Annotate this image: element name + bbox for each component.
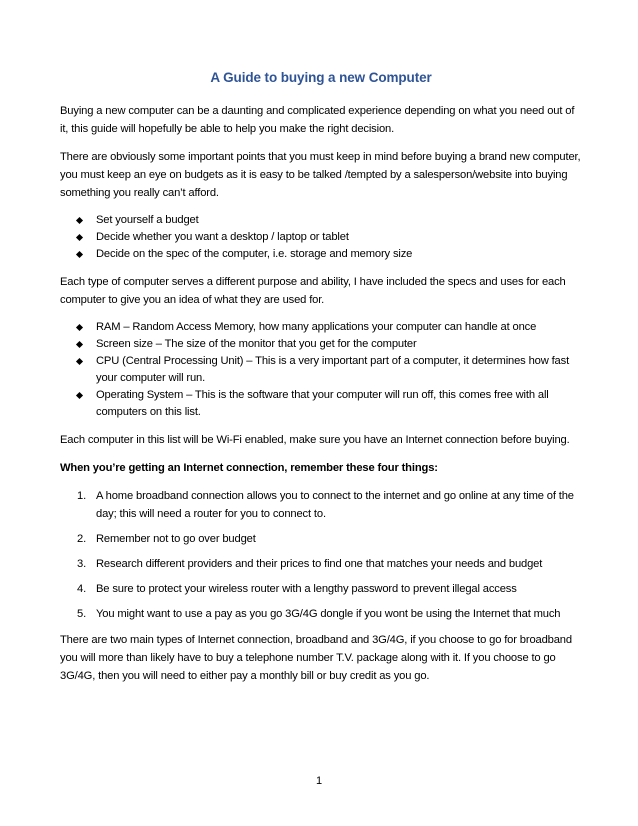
list-item: Decide on the spec of the computer, i.e. storage and memory size	[60, 246, 582, 263]
list-item: 5. You might want to use a pay as you go 3G/4G dongle if you wont be using the Internet that much	[77, 608, 561, 620]
bullet-icon	[76, 217, 83, 224]
budget-bullet-list	[60, 212, 582, 263]
bullet-icon	[76, 392, 83, 399]
types-paragraph: Each type of computer serves a different purpose and ability, I have included the specs and uses for each computer to give you an idea of what they are used for.	[60, 276, 566, 306]
closing-paragraph: There are two main types of Internet connection, broadband and 3G/4G, if you choose to go for broadband you will more than likely have to buy a telephone number T.V. package along with it. If you choose to go 3G/4G, then you will need to either pay a monthly bill or buy credit as you go.	[60, 634, 572, 682]
list-item: 2. Remember not to go over budget	[77, 533, 256, 545]
important-paragraph: There are obviously some important points that you must keep in mind before buying a brand new computer, you must keep an eye on budgets as it is easy to be talked /tempted by a salesperson/website into buying something you really can’t afford.	[60, 151, 581, 199]
bullet-icon	[76, 358, 83, 365]
list-item: Screen size – The size of the monitor that you get for the computer	[60, 336, 582, 353]
wifi-paragraph: Each computer in this list will be Wi-Fi enabled, make sure you have an Internet connection before buying.	[60, 434, 570, 446]
bullet-icon	[76, 341, 83, 348]
specs-bullet-list	[60, 319, 582, 421]
bullet-icon	[76, 251, 83, 258]
document-title: A Guide to buying a new Computer	[210, 70, 432, 85]
list-item: 3. Research different providers and their prices to find one that matches your needs and budget	[77, 558, 543, 570]
page-number: 1	[315, 775, 323, 787]
bullet-icon	[76, 234, 83, 241]
internet-heading: When you’re getting an Internet connection, remember these four things:	[60, 462, 438, 474]
list-item: Set yourself a budget	[60, 212, 582, 229]
bullet-icon	[76, 324, 83, 331]
list-item: Operating System – This is the software that your computer will run off, this comes free with all computers on this list.	[60, 387, 582, 421]
list-item: CPU (Central Processing Unit) – This is a very important part of a computer, it determines how fast your computer will run.	[60, 353, 582, 387]
list-item: Decide whether you want a desktop / laptop or tablet	[60, 229, 582, 246]
internet-steps-list	[60, 487, 582, 623]
list-item: 4. Be sure to protect your wireless router with a lengthy password to prevent illegal access	[77, 583, 517, 595]
list-item: RAM – Random Access Memory, how many applications your computer can handle at once	[60, 319, 582, 336]
list-item: 1. A home broadband connection allows you to connect to the internet and go online at any time of the day; this will need a router for you to connect to.	[77, 490, 574, 520]
intro-paragraph: Buying a new computer can be a daunting and complicated experience depending on what you need out of it, this guide will hopefully be able to help you make the right decision.	[60, 105, 575, 135]
